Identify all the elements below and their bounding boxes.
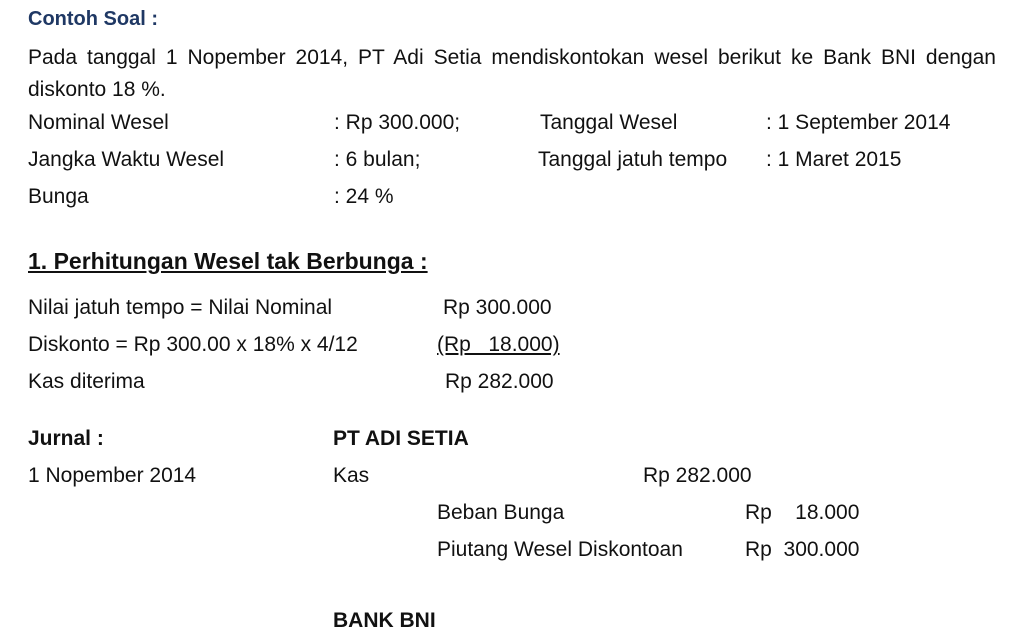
- detail-nominal-value: : Rp 300.000;: [334, 111, 461, 134]
- jurnal-label: Jurnal :: [28, 427, 104, 450]
- jurnal-credit2-amount: Rp 300.000: [745, 538, 860, 561]
- calc-label-kas-diterima: Kas diterima: [28, 370, 145, 393]
- detail-jatuh-tempo-label: Tanggal jatuh tempo: [538, 148, 728, 171]
- jurnal-credit2-account: Piutang Wesel Diskontoan: [437, 538, 683, 561]
- detail-tanggal-label: Tanggal Wesel: [540, 111, 678, 134]
- calc-value-diskonto: (Rp 18.000): [437, 333, 560, 356]
- intro-paragraph: Pada tanggal 1 Nopember 2014, PT Adi Setia mendiskontokan wesel berikut ke Bank BNI dengan diskonto 18 %.: [28, 46, 996, 101]
- bank-heading: BANK BNI: [333, 609, 436, 632]
- detail-jangka-label: Jangka Waktu Wesel: [28, 148, 225, 171]
- detail-bunga-value: : 24 %: [334, 185, 394, 208]
- calc-label-nilai-jatuh-tempo: Nilai jatuh tempo = Nilai Nominal: [28, 296, 333, 319]
- detail-bunga-label: Bunga: [28, 185, 89, 208]
- page-title: Contoh Soal :: [28, 8, 158, 30]
- jurnal-company: PT ADI SETIA: [333, 427, 469, 450]
- jurnal-credit1-amount: Rp 18.000: [745, 501, 860, 524]
- section-title: 1. Perhitungan Wesel tak Berbunga :: [28, 248, 428, 274]
- jurnal-debit-account: Kas: [333, 464, 370, 487]
- calc-label-diskonto: Diskonto = Rp 300.00 x 18% x 4/12: [28, 333, 358, 356]
- calc-value-nilai-jatuh-tempo: Rp 300.000: [443, 296, 552, 319]
- calc-value-kas-diterima: Rp 282.000: [445, 370, 554, 393]
- jurnal-debit-amount: Rp 282.000: [643, 464, 752, 487]
- detail-tanggal-value: : 1 September 2014: [766, 111, 951, 134]
- jurnal-date: 1 Nopember 2014: [28, 464, 197, 487]
- detail-jatuh-tempo-value: : 1 Maret 2015: [766, 148, 902, 171]
- detail-jangka-value: : 6 bulan;: [334, 148, 421, 171]
- jurnal-credit1-account: Beban Bunga: [437, 501, 565, 524]
- detail-nominal-label: Nominal Wesel: [28, 111, 169, 134]
